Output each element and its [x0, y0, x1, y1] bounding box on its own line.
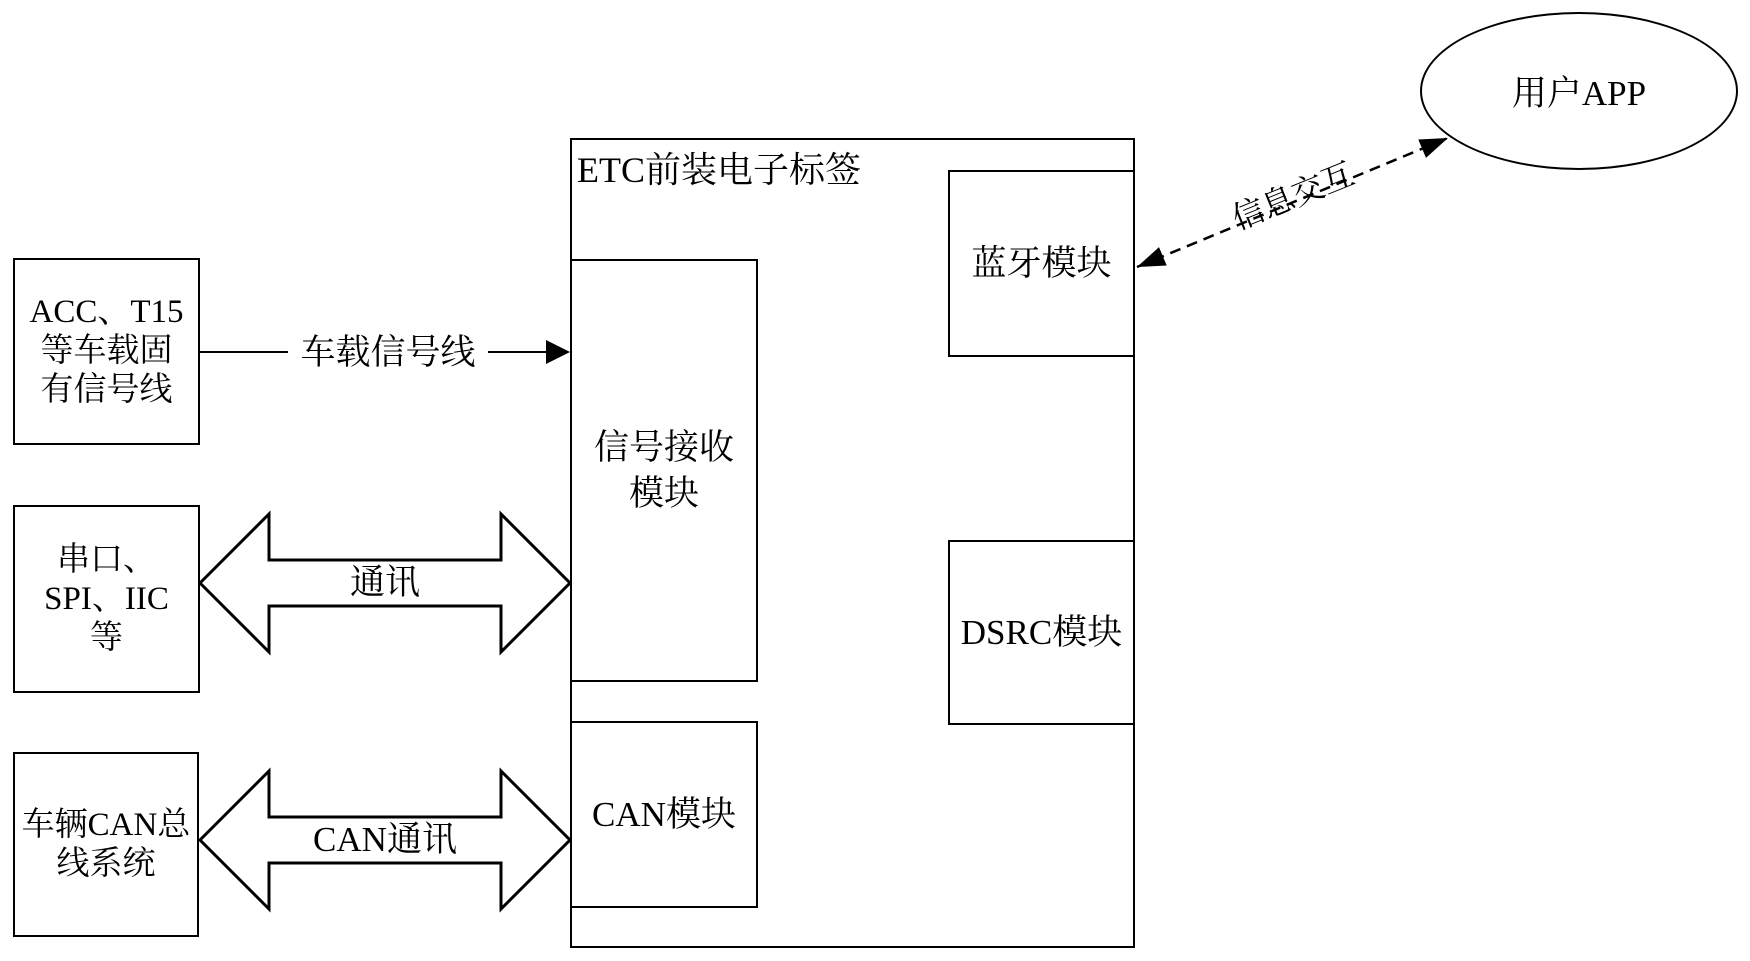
- vehicle-signal-arrowhead-icon: [546, 340, 570, 364]
- acc-signal-line1: ACC、T15: [29, 294, 184, 330]
- can-module-label: CAN模块: [592, 795, 736, 834]
- serial-bus-line2: SPI、IIC: [44, 580, 169, 617]
- serial-bus-line1: 串口、: [57, 541, 156, 578]
- can-bus-line2: 线系统: [56, 845, 156, 882]
- user-app-label: 用户APP: [1511, 74, 1647, 113]
- info-exchange-label: 信息交互: [1226, 155, 1360, 237]
- signal-receiver-line2: 模块: [628, 473, 699, 513]
- acc-signal-line2: 等车载固: [40, 333, 173, 369]
- info-exchange-arrowhead-bluetooth-icon: [1137, 247, 1167, 267]
- can-module-box: [570, 721, 758, 908]
- can-comm-label: CAN通讯: [313, 820, 457, 859]
- dsrc-module-label: DSRC模块: [960, 613, 1123, 652]
- vehicle-signal-label: 车载信号线: [288, 334, 488, 372]
- acc-signal-line3: 有信号线: [40, 372, 173, 408]
- info-exchange-arrowhead-app-icon: [1418, 138, 1448, 158]
- acc-signal-box: [13, 258, 200, 445]
- bluetooth-module-label: 蓝牙模块: [971, 244, 1112, 283]
- serial-bus-line3: 等: [90, 619, 123, 656]
- serial-bus-box: [13, 505, 200, 693]
- bluetooth-module-box: [948, 170, 1135, 357]
- signal-receiver-line1: 信号接收: [593, 427, 734, 467]
- etc-unit-title: ETC前装电子标签: [577, 150, 861, 190]
- comm-label: 通讯: [349, 563, 420, 602]
- can-bus-line1: 车辆CAN总: [21, 806, 191, 843]
- dsrc-module-box: [948, 540, 1135, 725]
- can-bus-box: [13, 752, 199, 937]
- signal-receiver-module-box: [570, 259, 758, 682]
- user-app-ellipse: [1420, 12, 1738, 170]
